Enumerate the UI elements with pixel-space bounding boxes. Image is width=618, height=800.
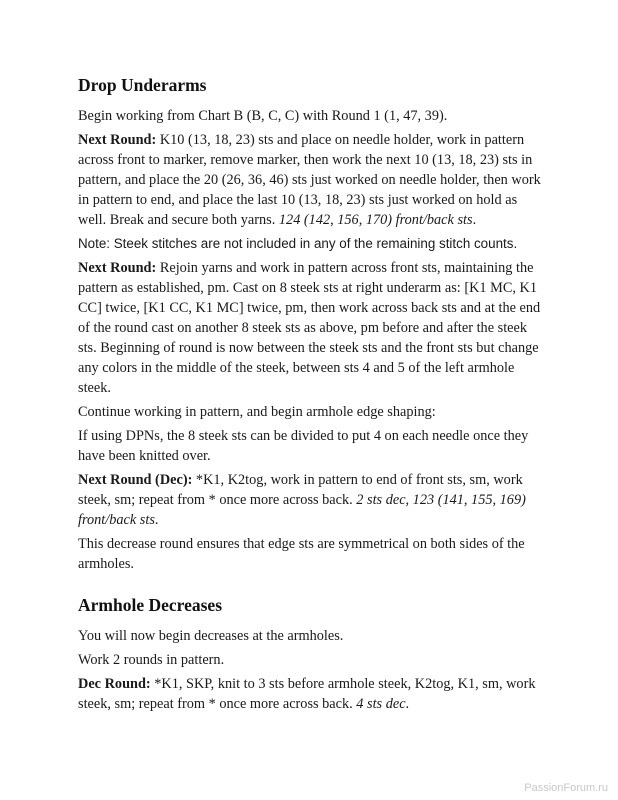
paragraph-next-round-2 — [78, 258, 548, 398]
paragraph-begin-chart-b: Begin working from Chart B (B, C, C) with Round 1 (1, 47, 39). — [78, 108, 448, 124]
instruction-label: Next Round: — [78, 260, 157, 276]
instruction-text: *K1, SKP, knit to 3 sts before armhole steek, K2tog, K1, sm, work steek, sm; repeat from * once more across back. — [78, 676, 536, 712]
instruction-text: Rejoin yarns and work in pattern across front sts, maintaining the pattern as established, pm. Cast on 8 steek sts at right underarm as: [K1 MC, K1 CC] twice, [K1 CC, K1 MC] twice, pm, then work across back sts and at the end of the round cast on another 8 steek sts as above, pm before and after the steek sts. Beginning of round is now between the steek sts and the front sts but change any colors in the middle of the steek, between sts 4 and 5 of the left armhole steek. — [78, 260, 541, 396]
instruction-text: K10 (13, 18, 23) sts and place on needle holder, work in pattern across front to marker, remove marker, then work the next 10 (13, 18, 23) sts in pattern, and place the 20 (26, 36, 46) sts just worked on needle holder, then work in pattern to end, and place the last 10 (13, 18, 23) sts just worked on hold as well. Break and secure both yarns. — [78, 132, 541, 228]
paragraph-next-round-1 — [78, 130, 548, 230]
instruction-label: Next Round (Dec): — [78, 472, 193, 488]
instruction-label: Dec Round: — [78, 676, 151, 692]
paragraph-next-round-dec — [78, 470, 548, 530]
instruction-end: . — [405, 696, 410, 712]
instruction-label: Next Round: — [78, 132, 157, 148]
stitch-count: 124 (142, 156, 170) front/back sts — [278, 212, 473, 228]
section-heading-drop-underarms: Drop Underarms — [78, 75, 207, 95]
stitch-count: 2 sts dec, 123 (141, 155, 169) front/back sts — [78, 492, 526, 528]
instruction-end: . — [154, 512, 159, 528]
paragraph-dec-round — [78, 674, 548, 714]
instruction-text: *K1, K2tog, work in pattern to end of front sts, sm, work steek, sm; repeat from * once more across back. — [78, 472, 523, 508]
document-page — [78, 74, 548, 718]
section-heading-armhole-decreases: Armhole Decreases — [78, 595, 222, 615]
paragraph-dpn-tip: If using DPNs, the 8 steek sts can be divided to put 4 on each needle once they have been knitted over. — [78, 428, 529, 464]
stitch-count: 4 sts dec — [356, 696, 406, 712]
watermark: PassionForum.ru — [524, 782, 608, 794]
paragraph-symmetry-note: This decrease round ensures that edge sts are symmetrical on both sides of the armholes. — [78, 536, 525, 572]
instruction-end: . — [472, 212, 477, 228]
note-steek-stitches: Note: Steek stitches are not included in any of the remaining stitch counts. — [78, 236, 518, 251]
paragraph-begin-decreases: You will now begin decreases at the armholes. — [78, 628, 344, 644]
paragraph-continue-working: Continue working in pattern, and begin armhole edge shaping: — [78, 404, 436, 420]
paragraph-work-2-rounds: Work 2 rounds in pattern. — [78, 652, 225, 668]
